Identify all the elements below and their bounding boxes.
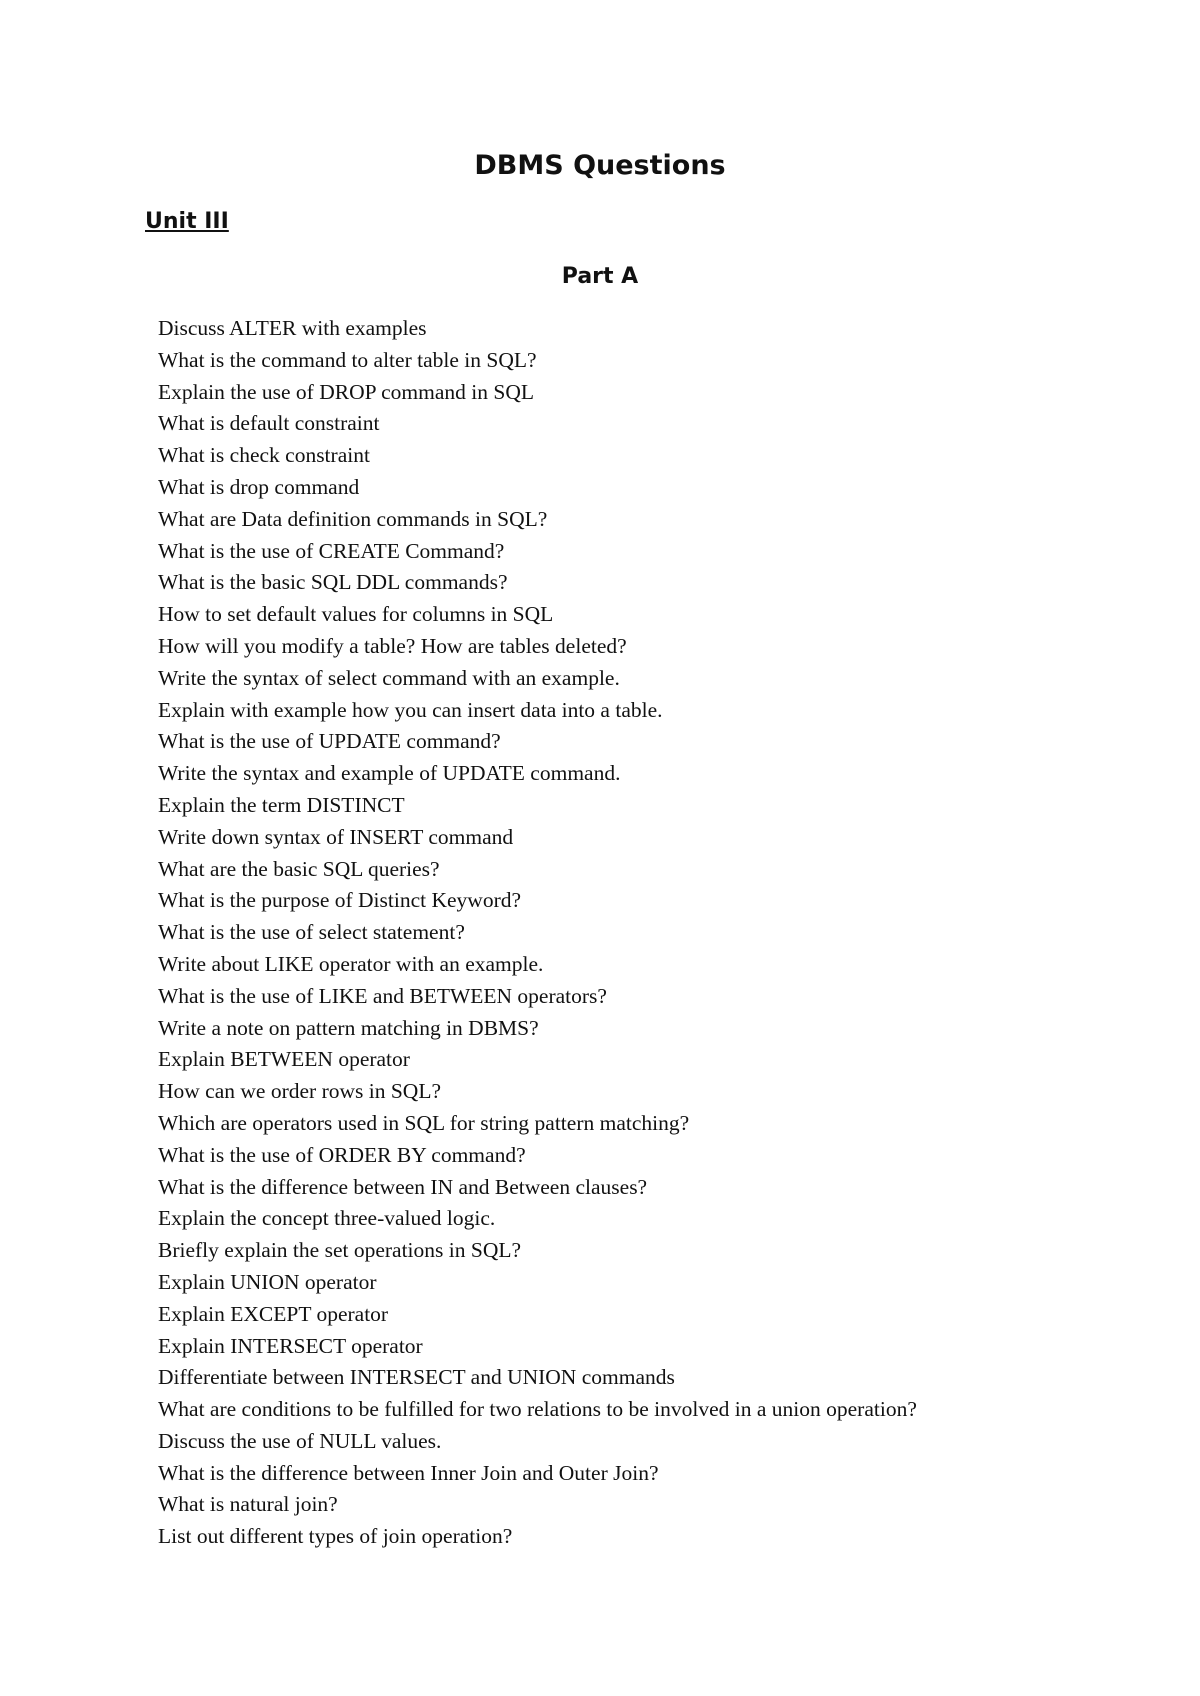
question-item: What is check constraint — [158, 443, 370, 468]
question-item: What is the difference between Inner Join and Outer Join? — [158, 1460, 659, 1485]
question-item: Write about LIKE operator with an example. — [158, 951, 544, 976]
question-item: What is the basic SQL DDL commands? — [158, 570, 508, 595]
question-item: What are conditions to be fulfilled for two relations to be involved in a union operation? — [158, 1397, 917, 1422]
question-item: Explain the use of DROP command in SQL — [158, 379, 535, 404]
question-item: Explain the term DISTINCT — [158, 792, 405, 817]
question-item: What are the basic SQL queries? — [158, 856, 440, 881]
question-list — [158, 313, 1158, 1553]
question-item: What is the difference between IN and Between clauses? — [158, 1174, 648, 1199]
question-item: What is the command to alter table in SQL? — [158, 347, 537, 372]
question-item: Explain BETWEEN operator — [158, 1047, 410, 1072]
question-item: Differentiate between INTERSECT and UNION commands — [158, 1365, 675, 1390]
question-item: What is drop command — [158, 474, 360, 499]
question-item: What is the purpose of Distinct Keyword? — [158, 888, 522, 913]
question-item: What is the use of ORDER BY command? — [158, 1142, 526, 1167]
question-item: Explain EXCEPT operator — [158, 1301, 389, 1326]
question-item: What are Data definition commands in SQL? — [158, 506, 548, 531]
question-item: Discuss the use of NULL values. — [158, 1428, 442, 1453]
part-heading: Part A — [561, 264, 639, 289]
question-item: What is the use of UPDATE command? — [158, 729, 501, 754]
question-item: Explain the concept three-valued logic. — [158, 1206, 496, 1231]
question-item: List out different types of join operation? — [158, 1524, 513, 1549]
unit-heading: Unit III — [145, 209, 229, 234]
document-title: DBMS Questions — [474, 150, 726, 181]
question-item: Briefly explain the set operations in SQL? — [158, 1238, 522, 1263]
question-item: How will you modify a table? How are tables deleted? — [158, 633, 627, 658]
question-item: What is the use of CREATE Command? — [158, 538, 505, 563]
question-item: Write down syntax of INSERT command — [158, 824, 514, 849]
question-item: Write the syntax of select command with an example. — [158, 665, 620, 690]
question-item: How can we order rows in SQL? — [158, 1079, 442, 1104]
question-item: Write a note on pattern matching in DBMS? — [158, 1015, 539, 1040]
question-item: What is natural join? — [158, 1492, 338, 1517]
question-item: What is default constraint — [158, 411, 380, 436]
question-item: Discuss ALTER with examples — [158, 316, 427, 340]
question-item: Explain UNION operator — [158, 1269, 377, 1294]
question-item: Which are operators used in SQL for string pattern matching? — [158, 1110, 690, 1135]
question-item: What is the use of select statement? — [158, 920, 465, 945]
question-item: Explain INTERSECT operator — [158, 1333, 423, 1358]
question-item: Write the syntax and example of UPDATE command. — [158, 761, 621, 786]
question-item: Explain with example how you can insert data into a table. — [158, 697, 663, 722]
question-item: What is the use of LIKE and BETWEEN operators? — [158, 983, 607, 1008]
question-item: How to set default values for columns in SQL — [158, 602, 554, 627]
